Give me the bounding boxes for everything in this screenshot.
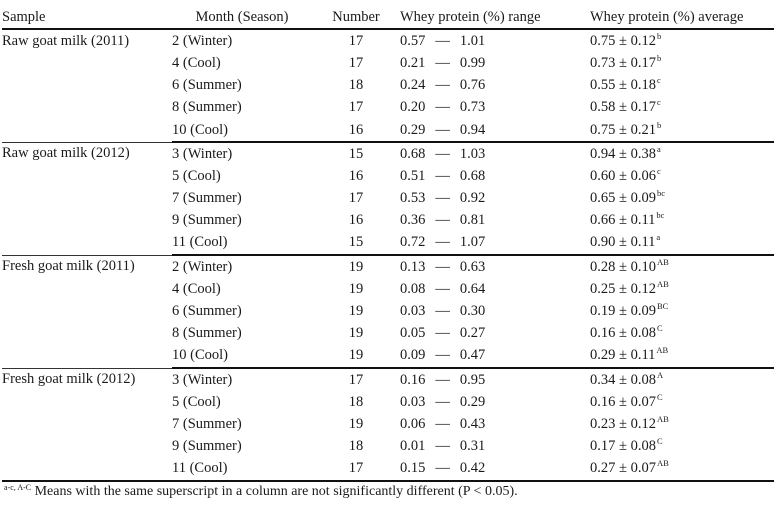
cell-month-season: 2 (Winter) bbox=[172, 29, 312, 52]
header-month-season: Month (Season) bbox=[172, 6, 312, 29]
range-high: 0.27 bbox=[459, 325, 486, 342]
average-value: 0.65 ± 0.09 bbox=[590, 190, 656, 207]
cell-number: 17 bbox=[312, 368, 400, 391]
range-low: 0.13 bbox=[400, 258, 426, 275]
range-high: 0.76 bbox=[459, 77, 486, 94]
cell-number: 17 bbox=[312, 29, 400, 52]
header-sample: Sample bbox=[2, 6, 172, 29]
range-low: 0.03 bbox=[400, 393, 426, 410]
cell-whey-average bbox=[590, 436, 774, 458]
average-value: 0.19 ± 0.09 bbox=[590, 303, 656, 320]
range-high: 1.03 bbox=[459, 145, 486, 162]
table-row bbox=[2, 278, 774, 300]
significance-superscript: bc bbox=[656, 210, 665, 221]
cell-whey-average bbox=[590, 368, 774, 391]
cell-sample bbox=[2, 188, 172, 210]
average-value: 0.16 ± 0.07 bbox=[590, 393, 656, 410]
range-separator: — bbox=[435, 438, 450, 455]
cell-whey-average bbox=[590, 188, 774, 210]
table-row bbox=[2, 165, 774, 187]
cell-whey-average bbox=[590, 29, 774, 52]
cell-whey-average bbox=[590, 142, 774, 165]
cell-whey-range bbox=[400, 436, 590, 458]
average-value: 0.23 ± 0.12 bbox=[590, 415, 656, 432]
header-whey-range: Whey protein (%) range bbox=[400, 6, 590, 29]
cell-month-season: 4 (Cool) bbox=[172, 54, 221, 71]
range-high: 0.99 bbox=[459, 54, 486, 71]
cell-whey-average bbox=[590, 278, 774, 300]
cell-month-season: 6 (Summer) bbox=[172, 77, 242, 94]
footnote-superscripts: a-c, A-C bbox=[4, 483, 32, 492]
range-high: 0.92 bbox=[459, 190, 486, 207]
cell-whey-average bbox=[590, 345, 774, 368]
range-low: 0.51 bbox=[400, 167, 426, 184]
cell-month-season: 2 (Winter) bbox=[172, 255, 312, 278]
significance-superscript: b bbox=[656, 52, 662, 63]
significance-superscript: C bbox=[656, 323, 663, 334]
cell-whey-range bbox=[400, 142, 590, 165]
table-row bbox=[2, 391, 774, 413]
average-value: 0.66 ± 0.11 bbox=[590, 212, 656, 229]
cell-sample bbox=[2, 210, 172, 232]
range-separator: — bbox=[435, 371, 450, 388]
cell-sample: Raw goat milk (2012) bbox=[2, 142, 172, 165]
range-low: 0.36 bbox=[400, 212, 426, 229]
range-low: 0.68 bbox=[400, 145, 426, 162]
range-low: 0.57 bbox=[400, 32, 426, 49]
cell-whey-average bbox=[590, 210, 774, 232]
cell-sample bbox=[2, 391, 172, 413]
table-row bbox=[2, 52, 774, 74]
cell-whey-average bbox=[590, 413, 774, 435]
average-value: 0.27 ± 0.07 bbox=[590, 460, 656, 477]
cell-number: 19 bbox=[348, 303, 364, 320]
range-separator: — bbox=[435, 303, 450, 320]
cell-whey-range bbox=[400, 52, 590, 74]
range-separator: — bbox=[435, 258, 450, 275]
average-value: 0.16 ± 0.08 bbox=[590, 325, 656, 342]
cell-whey-average bbox=[590, 52, 774, 74]
significance-superscript: c bbox=[656, 97, 661, 108]
average-value: 0.28 ± 0.10 bbox=[590, 258, 656, 275]
table-row bbox=[2, 436, 774, 458]
table-row bbox=[2, 97, 774, 119]
table-footnote bbox=[4, 484, 518, 500]
cell-whey-average bbox=[590, 119, 774, 142]
range-low: 0.20 bbox=[400, 99, 426, 116]
range-separator: — bbox=[435, 121, 450, 138]
header-row bbox=[2, 6, 774, 29]
cell-whey-average bbox=[590, 300, 774, 322]
significance-superscript: A bbox=[656, 369, 664, 380]
cell-sample: Fresh goat milk (2011) bbox=[2, 255, 172, 278]
range-low: 0.24 bbox=[400, 77, 426, 94]
average-value: 0.25 ± 0.12 bbox=[590, 280, 656, 297]
cell-sample bbox=[2, 119, 172, 142]
range-low: 0.01 bbox=[400, 438, 426, 455]
cell-sample: Raw goat milk (2011) bbox=[2, 32, 130, 49]
cell-number: 19 bbox=[312, 255, 400, 278]
cell-number: 16 bbox=[348, 121, 364, 138]
range-separator: — bbox=[435, 234, 450, 251]
cell-number: 15 bbox=[312, 142, 400, 165]
significance-superscript: b bbox=[656, 30, 662, 41]
cell-whey-range bbox=[400, 368, 590, 391]
range-high: 0.94 bbox=[459, 121, 486, 138]
cell-month-season: 8 (Summer) bbox=[172, 325, 242, 342]
cell-sample bbox=[2, 232, 172, 255]
range-separator: — bbox=[435, 460, 450, 477]
cell-whey-range bbox=[400, 232, 590, 255]
average-value: 0.73 ± 0.17 bbox=[590, 54, 656, 71]
cell-sample bbox=[2, 436, 172, 458]
cell-sample bbox=[2, 300, 172, 322]
cell-whey-average bbox=[590, 323, 774, 345]
range-separator: — bbox=[435, 280, 450, 297]
range-high: 0.73 bbox=[459, 99, 486, 116]
significance-superscript: a bbox=[656, 232, 661, 243]
cell-whey-range bbox=[400, 97, 590, 119]
cell-number: 17 bbox=[348, 54, 364, 71]
range-separator: — bbox=[435, 393, 450, 410]
cell-whey-range bbox=[400, 210, 590, 232]
range-high: 0.81 bbox=[459, 212, 486, 229]
significance-superscript: C bbox=[656, 436, 663, 447]
cell-sample bbox=[2, 413, 172, 435]
average-value: 0.34 ± 0.08 bbox=[590, 371, 656, 388]
table-row bbox=[2, 255, 774, 278]
range-low: 0.09 bbox=[400, 347, 426, 364]
cell-whey-range bbox=[400, 413, 590, 435]
significance-superscript: AB bbox=[656, 278, 669, 289]
cell-number: 18 bbox=[348, 438, 364, 455]
cell-month-season: 5 (Cool) bbox=[172, 393, 221, 410]
average-value: 0.58 ± 0.17 bbox=[590, 99, 656, 116]
range-low: 0.16 bbox=[400, 371, 426, 388]
cell-number: 17 bbox=[348, 190, 364, 207]
range-high: 0.95 bbox=[459, 371, 486, 388]
range-separator: — bbox=[435, 415, 450, 432]
cell-number: 17 bbox=[312, 458, 400, 481]
significance-superscript: a bbox=[656, 143, 661, 154]
range-low: 0.06 bbox=[400, 415, 426, 432]
cell-whey-range bbox=[400, 391, 590, 413]
cell-month-season: 4 (Cool) bbox=[172, 280, 221, 297]
significance-superscript: AB bbox=[656, 458, 669, 469]
range-low: 0.03 bbox=[400, 303, 426, 320]
header-whey-average: Whey protein (%) average bbox=[590, 6, 774, 29]
cell-whey-range bbox=[400, 323, 590, 345]
cell-month-season: 8 (Summer) bbox=[172, 99, 242, 116]
cell-whey-average bbox=[590, 232, 774, 255]
cell-sample: Fresh goat milk (2012) bbox=[2, 368, 172, 391]
table-row bbox=[2, 232, 774, 255]
cell-month-season: 10 (Cool) bbox=[172, 347, 228, 364]
range-separator: — bbox=[435, 212, 450, 229]
significance-superscript: AB bbox=[656, 345, 669, 356]
average-value: 0.60 ± 0.06 bbox=[590, 167, 656, 184]
header-number: Number bbox=[312, 6, 400, 29]
table-row bbox=[2, 368, 774, 391]
average-value: 0.17 ± 0.08 bbox=[590, 438, 656, 455]
range-low: 0.29 bbox=[400, 121, 426, 138]
range-low: 0.21 bbox=[400, 54, 426, 71]
cell-sample bbox=[2, 52, 172, 74]
cell-sample bbox=[2, 458, 172, 481]
cell-whey-range bbox=[400, 165, 590, 187]
cell-whey-average bbox=[590, 97, 774, 119]
cell-number: 19 bbox=[348, 415, 364, 432]
cell-whey-range bbox=[400, 300, 590, 322]
cell-number: 15 bbox=[348, 234, 364, 251]
cell-month-season: 10 (Cool) bbox=[172, 121, 228, 138]
significance-superscript: BC bbox=[656, 301, 669, 312]
cell-sample bbox=[2, 278, 172, 300]
range-separator: — bbox=[435, 167, 450, 184]
range-separator: — bbox=[435, 54, 450, 71]
cell-sample bbox=[2, 323, 172, 345]
cell-month-season: 11 (Cool) bbox=[172, 458, 312, 481]
cell-whey-range bbox=[400, 255, 590, 278]
cell-month-season: 9 (Summer) bbox=[172, 438, 242, 455]
significance-superscript: b bbox=[656, 119, 662, 130]
table-row bbox=[2, 210, 774, 232]
cell-number: 17 bbox=[348, 99, 364, 116]
range-separator: — bbox=[435, 32, 450, 49]
cell-number: 19 bbox=[348, 325, 364, 342]
cell-whey-range bbox=[400, 458, 590, 481]
cell-whey-range bbox=[400, 119, 590, 142]
cell-sample bbox=[2, 97, 172, 119]
table-header bbox=[2, 6, 774, 29]
range-high: 1.01 bbox=[459, 32, 486, 49]
table-row bbox=[2, 142, 774, 165]
table-row bbox=[2, 413, 774, 435]
range-high: 0.31 bbox=[459, 438, 486, 455]
significance-superscript: c bbox=[656, 75, 661, 86]
range-high: 0.63 bbox=[459, 258, 486, 275]
cell-month-season: 5 (Cool) bbox=[172, 167, 221, 184]
cell-month-season: 7 (Summer) bbox=[172, 415, 242, 432]
cell-month-season: 3 (Winter) bbox=[172, 142, 312, 165]
cell-number: 16 bbox=[348, 167, 364, 184]
significance-superscript: bc bbox=[656, 188, 665, 199]
average-value: 0.75 ± 0.12 bbox=[590, 32, 656, 49]
cell-whey-range bbox=[400, 188, 590, 210]
range-high: 0.47 bbox=[459, 347, 486, 364]
cell-whey-range bbox=[400, 75, 590, 97]
significance-superscript: AB bbox=[656, 256, 669, 267]
cell-sample bbox=[2, 345, 172, 368]
range-low: 0.15 bbox=[400, 460, 426, 477]
range-high: 1.07 bbox=[459, 234, 486, 251]
range-low: 0.72 bbox=[400, 234, 426, 251]
range-low: 0.08 bbox=[400, 280, 426, 297]
range-low: 0.53 bbox=[400, 190, 426, 207]
cell-number: 18 bbox=[348, 77, 364, 94]
table-row bbox=[2, 119, 774, 142]
range-separator: — bbox=[435, 190, 450, 207]
cell-sample bbox=[2, 165, 172, 187]
cell-whey-range bbox=[400, 345, 590, 368]
average-value: 0.75 ± 0.21 bbox=[590, 121, 656, 138]
cell-whey-range bbox=[400, 29, 590, 52]
whey-protein-table bbox=[2, 6, 774, 482]
table-row bbox=[2, 29, 774, 52]
range-high: 0.68 bbox=[459, 167, 486, 184]
cell-whey-average bbox=[590, 458, 774, 481]
range-high: 0.43 bbox=[459, 415, 486, 432]
cell-month-season: 3 (Winter) bbox=[172, 368, 312, 391]
significance-superscript: C bbox=[656, 391, 663, 402]
range-high: 0.42 bbox=[459, 460, 486, 477]
average-value: 0.29 ± 0.11 bbox=[590, 347, 656, 364]
cell-month-season: 6 (Summer) bbox=[172, 303, 242, 320]
cell-month-season: 7 (Summer) bbox=[172, 190, 242, 207]
significance-superscript: c bbox=[656, 165, 661, 176]
cell-number: 16 bbox=[348, 212, 364, 229]
cell-whey-average bbox=[590, 75, 774, 97]
cell-sample bbox=[2, 75, 172, 97]
cell-number: 18 bbox=[348, 393, 364, 410]
cell-number: 19 bbox=[348, 280, 364, 297]
table-body bbox=[2, 29, 774, 481]
cell-month-season: 9 (Summer) bbox=[172, 212, 242, 229]
table-row bbox=[2, 323, 774, 345]
range-high: 0.30 bbox=[459, 303, 486, 320]
range-low: 0.05 bbox=[400, 325, 426, 342]
range-separator: — bbox=[435, 145, 450, 162]
table-row bbox=[2, 188, 774, 210]
table-row bbox=[2, 458, 774, 481]
range-high: 0.29 bbox=[459, 393, 486, 410]
cell-number: 19 bbox=[348, 347, 364, 364]
cell-whey-average bbox=[590, 255, 774, 278]
range-high: 0.64 bbox=[459, 280, 486, 297]
significance-superscript: AB bbox=[656, 413, 669, 424]
range-separator: — bbox=[435, 347, 450, 364]
cell-whey-average bbox=[590, 165, 774, 187]
table-row bbox=[2, 345, 774, 368]
table-row bbox=[2, 300, 774, 322]
range-separator: — bbox=[435, 77, 450, 94]
cell-whey-range bbox=[400, 278, 590, 300]
range-separator: — bbox=[435, 99, 450, 116]
range-separator: — bbox=[435, 325, 450, 342]
cell-month-season: 11 (Cool) bbox=[172, 234, 228, 251]
average-value: 0.90 ± 0.11 bbox=[590, 234, 656, 251]
footnote-text: Means with the same superscript in a column are not significantly different (P < 0.05). bbox=[34, 484, 518, 499]
average-value: 0.94 ± 0.38 bbox=[590, 145, 656, 162]
cell-whey-average bbox=[590, 391, 774, 413]
table-row bbox=[2, 75, 774, 97]
average-value: 0.55 ± 0.18 bbox=[590, 77, 656, 94]
